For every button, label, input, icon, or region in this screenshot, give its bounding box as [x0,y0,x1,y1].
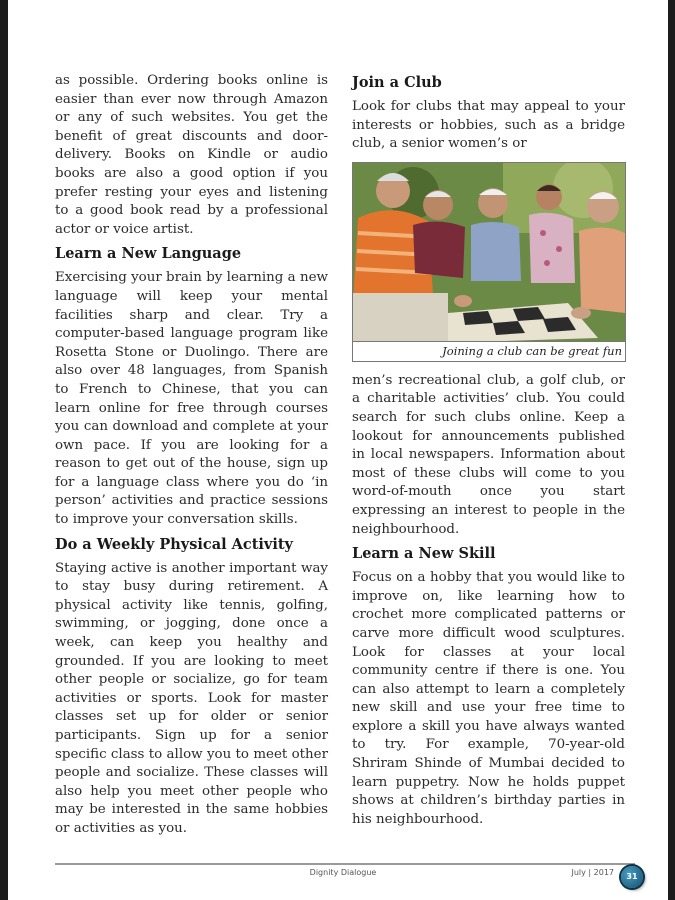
heading-learn-language: Learn a New Language [55,245,242,263]
page-number-badge: 31 [621,866,643,888]
club-photo [352,162,626,362]
paragraph-learn-language: Exercising your brain by learning a new language will keep your mental facilities sharp and clear. Try a computer-based language program like Rosetta Stone or Duolingo. There are also over 48 languages, from Spanish to French to Chinese, that you can learn online for free through courses you can download and complete at your own pace. If you are looking for a reason to get out of the house, sign up for a language class where you do ‘in person’ activities and practice sessions to improve your conversation skills. [55,270,328,528]
footer-divider [55,863,635,865]
heading-join-club: Join a Club [352,74,442,91]
paragraph-physical-activity: Staying active is another important way to stay busy during retirement. A physical activity like tennis, golfing, swimming, or jogging, done once a week, can keep you healthy and grounded. If you are looking to meet other people or socialize, go for team activities or sports. Look for master classes set up for older or senior participants. Sign up for a senior specific class to allow you to meet other people and socialize. These classes will also help you meet other people who may be interested in the same hobbies or activities as you. [55,560,328,836]
right-column [352,72,625,829]
seniors-playing-chess-illustration [353,163,625,343]
paragraph-intro: as possible. Ordering books online is easier than ever now through Amazon or any of such websites. You get the benefit of great discounts and door-delivery. Books on Kindle or audio books are also a good option if you prefer resting your eyes and listening to a good book read by a professional actor or voice artist. [55,73,328,237]
paragraph-join-club-part1: Look for clubs that may appeal to your interests or hobbies, such as a bridge club, a senior women’s or [352,99,625,152]
footer-date: July | 2017 [571,868,614,877]
heading-physical-activity: Do a Weekly Physical Activity [55,535,293,553]
heading-learn-skill: Learn a New Skill [352,545,496,563]
photo-caption: Joining a club can be great fun [353,341,625,361]
paragraph-learn-skill: Focus on a hobby that you would like to improve on, like learning how to crochet more complicated patterns or carve more difficult wood sculptures. Look for classes at your local community centre if there is one. You can also attempt to learn a completely new skill and use your free time to explore a skill you have always wanted to try. For example, 70-year-old Shriram Shinde of Mumbai decided to learn puppetry. Now he holds puppet shows at children’s birthday parties in his neighbourhood. [352,570,625,827]
paragraph-join-club-part2: men’s recreational club, a golf club, or a charitable activities’ club. You could search for such clubs online. Keep a lookout for announcements published in local newspapers. Information about most of these clubs will come to you word-of-mouth once you start expressing an interest to people in the neighbourhood. [352,372,625,537]
footer-publication-name: Dignity Dialogue [309,868,377,877]
magazine-page [8,0,668,900]
left-column [55,72,328,839]
